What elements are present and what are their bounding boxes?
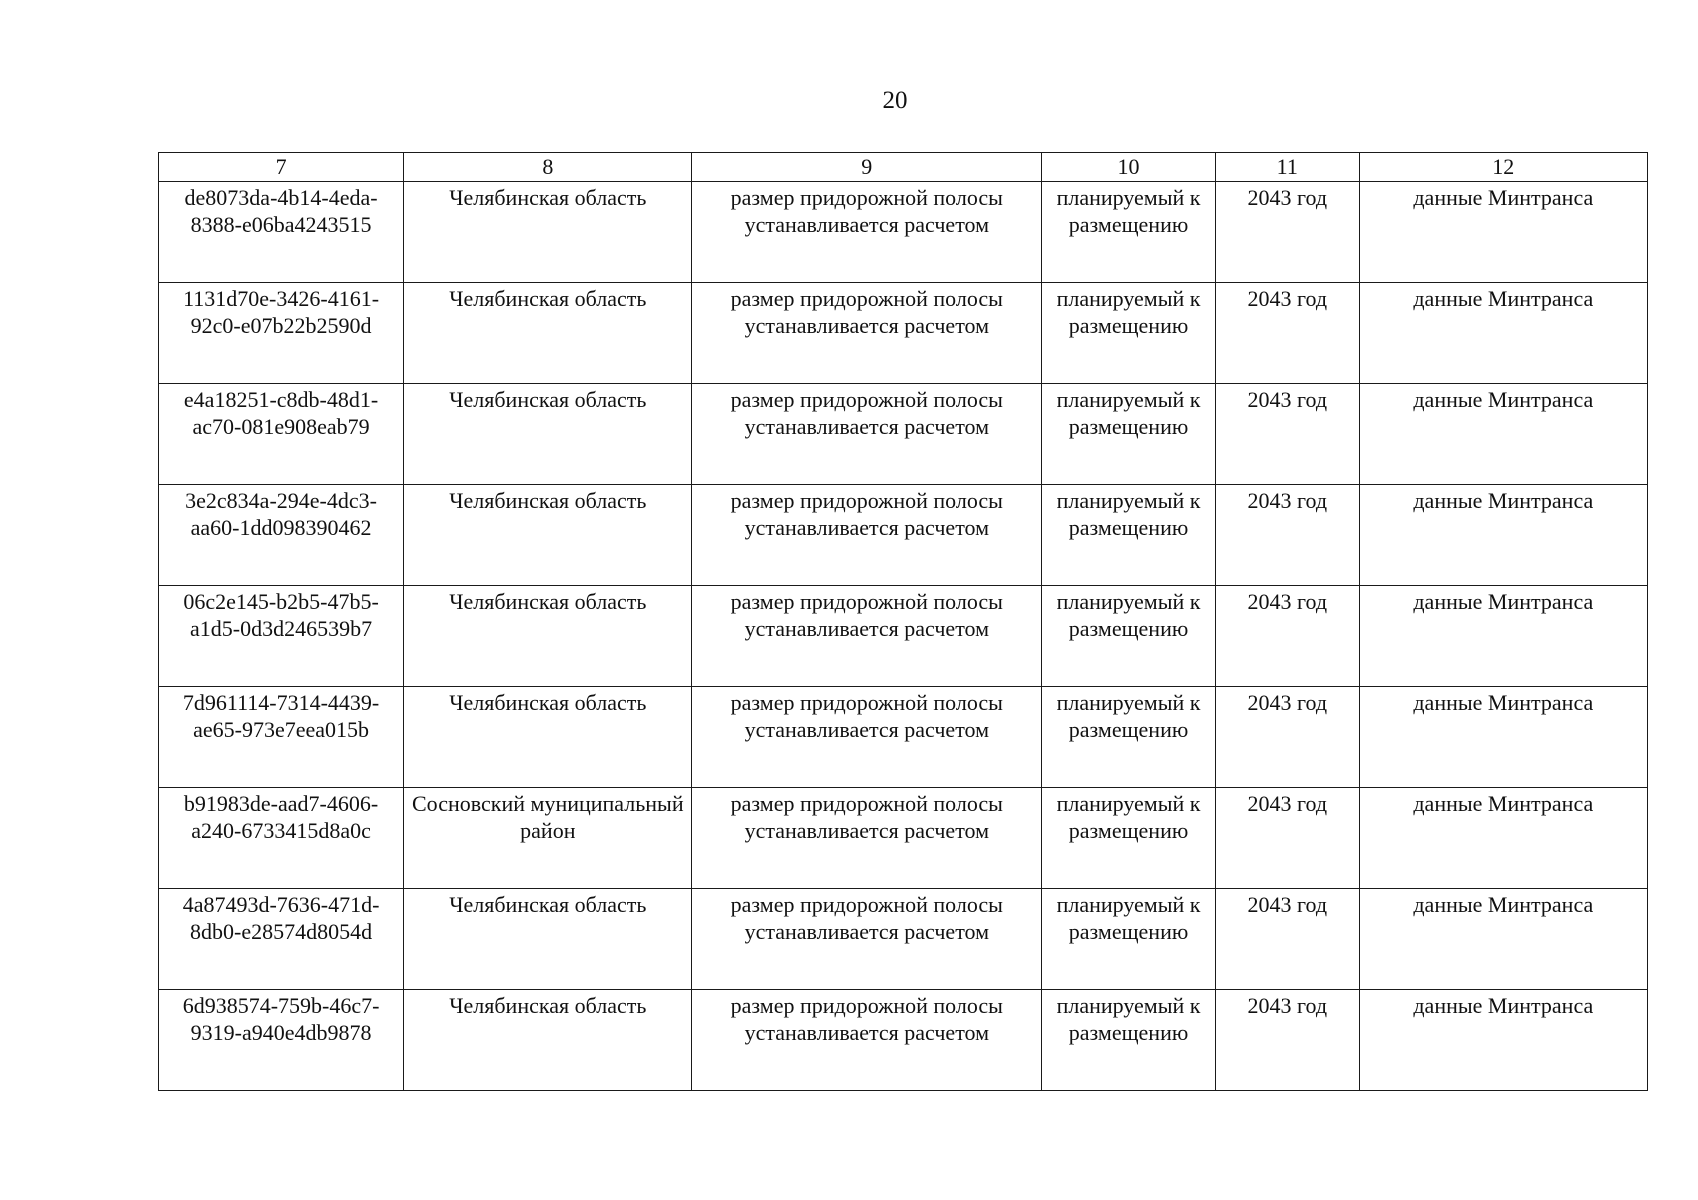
cell-text-territory: Челябинская область — [449, 488, 647, 513]
status-cell — [1042, 384, 1216, 485]
object-id-cell — [159, 687, 404, 788]
cell-text-size-line1: размер придорожной полосы — [730, 589, 1003, 614]
source-cell — [1359, 788, 1647, 889]
table-row — [159, 687, 1648, 788]
cell-text-source: данные Минтранса — [1413, 185, 1594, 210]
table-row — [159, 788, 1648, 889]
roadside-size-cell — [692, 687, 1042, 788]
cell-text-id-line2: 9319-a940e4db9878 — [190, 1020, 372, 1045]
cell-text-size-line2: устанавливается расчетом — [744, 717, 990, 742]
cell-text-id-line1: 1131d70e-3426-4161- — [183, 286, 380, 311]
cell-text-year: 2043 год — [1247, 791, 1328, 816]
status-cell — [1042, 990, 1216, 1091]
source-cell — [1359, 687, 1647, 788]
cell-text-size-line2: устанавливается расчетом — [744, 919, 990, 944]
column-header: 12 — [1359, 153, 1647, 182]
cell-text-id-line2: a1d5-0d3d246539b7 — [190, 616, 373, 641]
source-cell — [1359, 485, 1647, 586]
territory-cell — [404, 283, 692, 384]
cell-text-territory: Челябинская область — [449, 185, 647, 210]
page-number: 20 — [882, 87, 908, 114]
status-cell — [1042, 788, 1216, 889]
cell-text-size-line1: размер придорожной полосы — [730, 690, 1003, 715]
cell-text-id-line1: 4a87493d-7636-471d- — [182, 892, 380, 917]
cell-text-status-line2: размещению — [1068, 414, 1189, 439]
status-cell — [1042, 182, 1216, 283]
cell-text-size-line1: размер придорожной полосы — [730, 488, 1003, 513]
territory-cell — [404, 889, 692, 990]
source-cell — [1359, 182, 1647, 283]
cell-text-source: данные Минтранса — [1413, 488, 1594, 513]
object-id-cell — [159, 283, 404, 384]
cell-text-size-line1: размер придорожной полосы — [730, 791, 1003, 816]
roadside-size-cell — [692, 990, 1042, 1091]
cell-text-id-line2: aa60-1dd098390462 — [190, 515, 372, 540]
year-cell — [1215, 788, 1359, 889]
object-id-cell — [159, 889, 404, 990]
cell-text-territory: Челябинская область — [449, 892, 647, 917]
source-cell — [1359, 283, 1647, 384]
cell-text-year: 2043 год — [1247, 387, 1328, 412]
source-cell — [1359, 889, 1647, 990]
table-row — [159, 182, 1648, 283]
table-row — [159, 485, 1648, 586]
year-cell — [1215, 687, 1359, 788]
territory-cell — [404, 182, 692, 283]
table-row — [159, 283, 1648, 384]
table-row — [159, 384, 1648, 485]
cell-text-id-line2: a240-6733415d8a0c — [191, 818, 371, 843]
object-id-cell — [159, 182, 404, 283]
cell-text-territory: Челябинская область — [449, 286, 647, 311]
year-cell — [1215, 889, 1359, 990]
year-cell — [1215, 283, 1359, 384]
cell-text-size-line2: устанавливается расчетом — [744, 818, 990, 843]
cell-text-status-line1: планируемый к — [1056, 488, 1201, 513]
cell-text-size-line1: размер придорожной полосы — [730, 993, 1003, 1018]
status-cell — [1042, 889, 1216, 990]
source-cell — [1359, 990, 1647, 1091]
cell-text-territory: Челябинская область — [449, 690, 647, 715]
cell-text-id-line2: 8db0-e28574d8054d — [190, 919, 373, 944]
cell-text-status-line1: планируемый к — [1056, 993, 1201, 1018]
cell-text-id-line1: 06c2e145-b2b5-47b5- — [183, 589, 379, 614]
territory-cell — [404, 485, 692, 586]
table-row — [159, 990, 1648, 1091]
cell-text-status-line2: размещению — [1068, 818, 1189, 843]
cell-text-id-line1: e4a18251-c8db-48d1- — [183, 387, 379, 412]
cell-text-source: данные Минтранса — [1413, 892, 1594, 917]
cell-text-territory: Челябинская область — [449, 589, 647, 614]
cell-text-territory: Челябинская область — [449, 387, 647, 412]
status-cell — [1042, 687, 1216, 788]
status-cell — [1042, 586, 1216, 687]
cell-text-id-line1: 3e2c834a-294e-4dc3- — [185, 488, 377, 513]
year-cell — [1215, 586, 1359, 687]
cell-text-status-line1: планируемый к — [1056, 690, 1201, 715]
cell-text-id-line1: de8073da-4b14-4eda- — [184, 185, 378, 210]
cell-text-source: данные Минтранса — [1413, 589, 1594, 614]
cell-text-status-line2: размещению — [1068, 515, 1189, 540]
cell-text-year: 2043 год — [1247, 892, 1328, 917]
cell-text-id-line2: ae65-973e7eea015b — [193, 717, 370, 742]
cell-text-id-line1: b91983de-aad7-4606- — [183, 791, 379, 816]
cell-text-size-line2: устанавливается расчетом — [744, 616, 990, 641]
column-header: 11 — [1215, 153, 1359, 182]
cell-text-status-line2: размещению — [1068, 717, 1189, 742]
cell-text-year: 2043 год — [1247, 993, 1328, 1018]
cell-text-status-line2: размещению — [1068, 313, 1189, 338]
cell-text-status-line2: размещению — [1068, 616, 1189, 641]
cell-text-year: 2043 год — [1247, 589, 1328, 614]
table-row — [159, 586, 1648, 687]
cell-text-id-line1: 6d938574-759b-46c7- — [182, 993, 380, 1018]
status-cell — [1042, 283, 1216, 384]
table-row — [159, 889, 1648, 990]
cell-text-size-line2: устанавливается расчетом — [744, 414, 990, 439]
column-header: 8 — [404, 153, 692, 182]
roadside-size-cell — [692, 889, 1042, 990]
roadside-size-cell — [692, 788, 1042, 889]
object-id-cell — [159, 586, 404, 687]
cell-text-size-line2: устанавливается расчетом — [744, 1020, 990, 1045]
cell-text-source: данные Минтранса — [1413, 690, 1594, 715]
cell-text-status-line2: размещению — [1068, 212, 1189, 237]
year-cell — [1215, 485, 1359, 586]
cell-text-status-line1: планируемый к — [1056, 286, 1201, 311]
cell-text-source: данные Минтранса — [1413, 286, 1594, 311]
cell-text-status-line1: планируемый к — [1056, 387, 1201, 412]
table-header-row — [159, 153, 1648, 182]
cell-text-status-line2: размещению — [1068, 919, 1189, 944]
cell-text-id-line1: 7d961114-7314-4439- — [182, 690, 380, 715]
roadside-size-cell — [692, 586, 1042, 687]
column-header: 7 — [159, 153, 404, 182]
source-cell — [1359, 586, 1647, 687]
cell-text-status-line1: планируемый к — [1056, 791, 1201, 816]
object-id-cell — [159, 990, 404, 1091]
object-id-cell — [159, 485, 404, 586]
roadside-size-cell — [692, 283, 1042, 384]
roadside-size-cell — [692, 182, 1042, 283]
cell-text-year: 2043 год — [1247, 690, 1328, 715]
cell-text-status-line1: планируемый к — [1056, 185, 1201, 210]
cell-text-territory: Сосновский муниципальный район — [412, 791, 684, 843]
cell-text-status-line2: размещению — [1068, 1020, 1189, 1045]
year-cell — [1215, 182, 1359, 283]
territory-cell — [404, 586, 692, 687]
cell-text-size-line1: размер придорожной полосы — [730, 286, 1003, 311]
cell-text-source: данные Минтранса — [1413, 993, 1594, 1018]
cell-text-year: 2043 год — [1247, 286, 1328, 311]
status-cell — [1042, 485, 1216, 586]
territory-cell — [404, 990, 692, 1091]
cell-text-source: данные Минтранса — [1413, 387, 1594, 412]
column-header: 9 — [692, 153, 1042, 182]
cell-text-year: 2043 год — [1247, 488, 1328, 513]
cell-text-size-line1: размер придорожной полосы — [730, 892, 1003, 917]
roadside-size-cell — [692, 485, 1042, 586]
object-id-cell — [159, 788, 404, 889]
cell-text-year: 2043 год — [1247, 185, 1328, 210]
cell-text-id-line2: 8388-e06ba4243515 — [190, 212, 372, 237]
object-id-cell — [159, 384, 404, 485]
roadside-size-cell — [692, 384, 1042, 485]
cell-text-size-line1: размер придорожной полосы — [730, 387, 1003, 412]
year-cell — [1215, 384, 1359, 485]
cell-text-id-line2: 92c0-e07b22b2590d — [190, 313, 372, 338]
territory-cell — [404, 788, 692, 889]
cell-text-size-line2: устанавливается расчетом — [744, 313, 990, 338]
cell-text-size-line2: устанавливается расчетом — [744, 212, 990, 237]
territory-cell — [404, 384, 692, 485]
cell-text-status-line1: планируемый к — [1056, 892, 1201, 917]
cell-text-id-line2: ac70-081e908eab79 — [192, 414, 370, 439]
cell-text-size-line2: устанавливается расчетом — [744, 515, 990, 540]
cell-text-size-line1: размер придорожной полосы — [730, 185, 1003, 210]
year-cell — [1215, 990, 1359, 1091]
territory-cell — [404, 687, 692, 788]
data-table — [158, 152, 1648, 1091]
cell-text-source: данные Минтранса — [1413, 791, 1594, 816]
cell-text-status-line1: планируемый к — [1056, 589, 1201, 614]
source-cell — [1359, 384, 1647, 485]
cell-text-territory: Челябинская область — [449, 993, 647, 1018]
column-header: 10 — [1042, 153, 1216, 182]
